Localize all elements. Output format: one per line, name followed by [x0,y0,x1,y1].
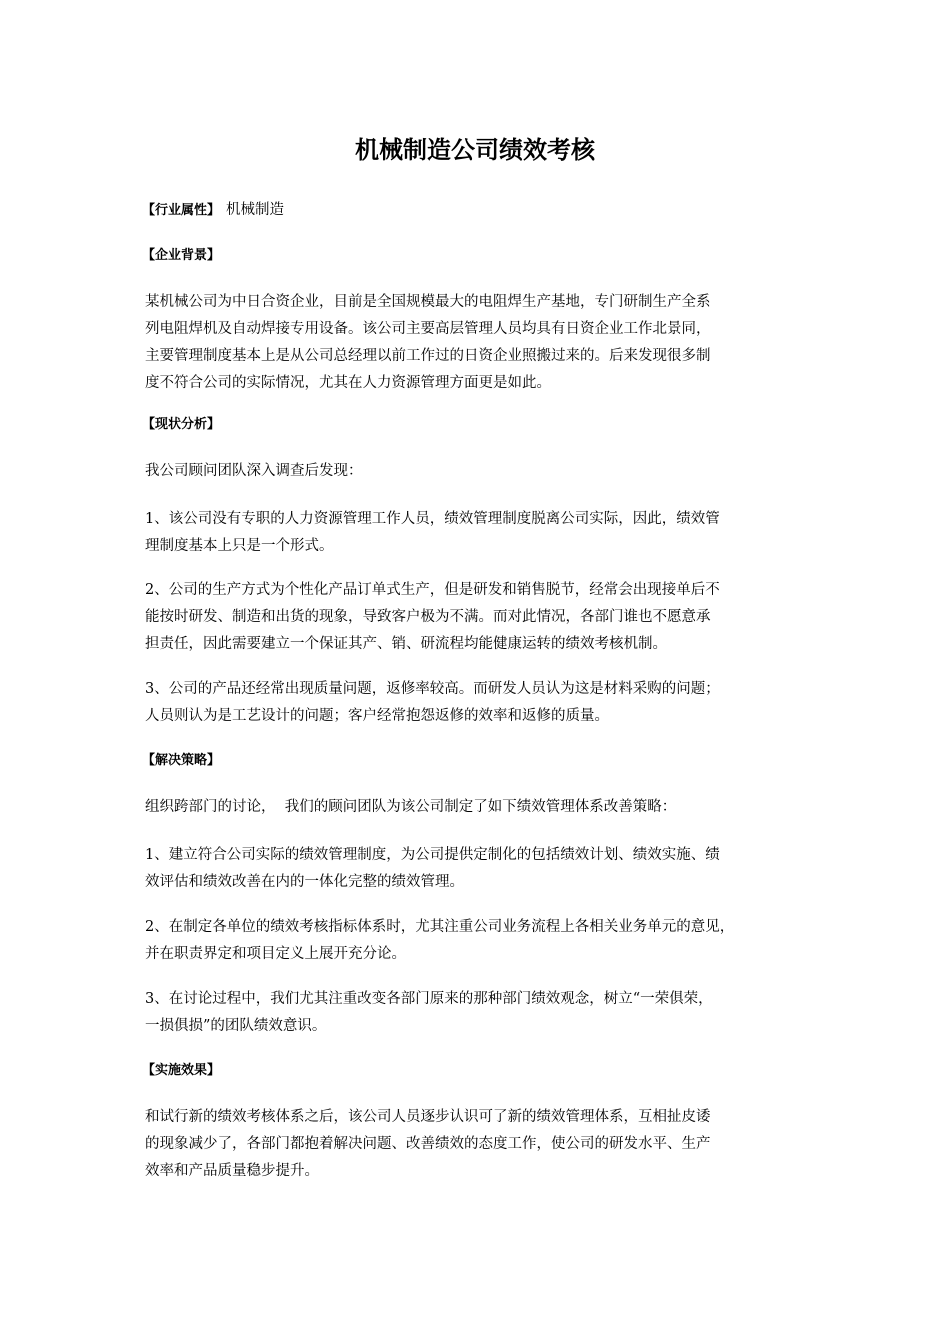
analysis-intro [145,458,825,485]
background-line: 某机械公司为中日合资企业，目前是全国规模最大的电阻焊生产基地，专门研制生产全系 [145,294,711,310]
background-paragraph [145,289,825,397]
strategy-point-3-line: 一损俱损”的团队绩效意识。 [145,1018,327,1034]
strategy-point-1-line: 1、建立符合公司实际的绩效管理制度，为公司提供定制化的包括绩效计划、绩效实施、绩 [145,847,720,863]
analysis-point-1-line: 1、该公司没有专职的人力资源管理工作人员，绩效管理制度脱离公司实际，因此，绩效管 [145,511,720,527]
analysis-point-2-line: 担责任，因此需要建立一个保证其产、销、研流程均能健康运转的绩效考核机制。 [145,636,667,652]
results-line: 的现象减少了，各部门都抱着解决问题、改善绩效的态度工作，使公司的研发水平、生产 [145,1136,711,1152]
analysis-point-1-line: 理制度基本上只是一个形式。 [145,538,334,554]
industry-row [142,200,284,221]
strategy-intro-line: 组织跨部门的讨论， 我们的顾问团队为该公司制定了如下绩效管理体系改善策略： [145,799,677,815]
analysis-point-3-line: 人员则认为是工艺设计的问题；客户经常抱怨返修的效率和返修的质量。 [145,708,609,724]
background-line: 列电阻焊机及自动焊接专用设备。该公司主要高层管理人员均具有日资企业工作北景同， [145,321,711,337]
analysis-point-2-line: 能按时研发、制造和出货的现象，导致客户极为不满。而对此情况，各部门谁也不愿意承 [145,609,711,625]
background-line: 主要管理制度基本上是从公司总经理以前工作过的日资企业照搬过来的。后来发现很多制 [145,348,711,364]
analysis-point-2 [145,577,825,658]
analysis-intro-line: 我公司顾问团队深入调查后发现： [145,463,363,479]
strategy-heading: 【解决策略】 [142,753,221,768]
analysis-point-3 [145,676,825,730]
strategy-point-1 [145,842,825,896]
industry-label: 【行业属性】 [142,203,221,218]
analysis-point-2-line: 2、公司的生产方式为个性化产品订单式生产，但是研发和销售脱节，经常会出现接单后不 [145,582,720,598]
industry-value: 机械制造 [226,202,285,218]
strategy-intro [145,794,825,821]
analysis-point-1 [145,506,825,560]
document-title: 机械制造公司绩效考核 [355,136,595,164]
results-heading: 【实施效果】 [142,1063,221,1078]
results-paragraph [145,1104,825,1185]
strategy-point-2-line: 2、在制定各单位的绩效考核指标体系时，尤其注重公司业务流程上各相关业务单元的意见， [145,919,735,935]
results-line: 和试行新的绩效考核体系之后，该公司人员逐步认识可了新的绩效管理体系，互相扯皮诿 [145,1109,711,1125]
strategy-point-2 [145,914,825,968]
strategy-point-2-line: 并在职责界定和项目定义上展开充分论。 [145,946,406,962]
strategy-point-1-line: 效评估和绩效改善在内的一体化完整的绩效管理。 [145,874,464,890]
strategy-point-3 [145,986,825,1040]
analysis-point-3-line: 3、公司的产品还经常出现质量问题，返修率较高。而研发人员认为这是材料采购的问题； [145,681,720,697]
analysis-heading: 【现状分析】 [142,417,221,432]
background-line: 度不符合公司的实际情况，尤其在人力资源管理方面更是如此。 [145,375,551,391]
strategy-point-3-line: 3、在讨论过程中，我们尤其注重改变各部门原来的那种部门绩效观念，树立“一荣俱荣， [145,991,713,1007]
results-line: 效率和产品质量稳步提升。 [145,1163,319,1179]
background-heading: 【企业背景】 [142,248,221,263]
